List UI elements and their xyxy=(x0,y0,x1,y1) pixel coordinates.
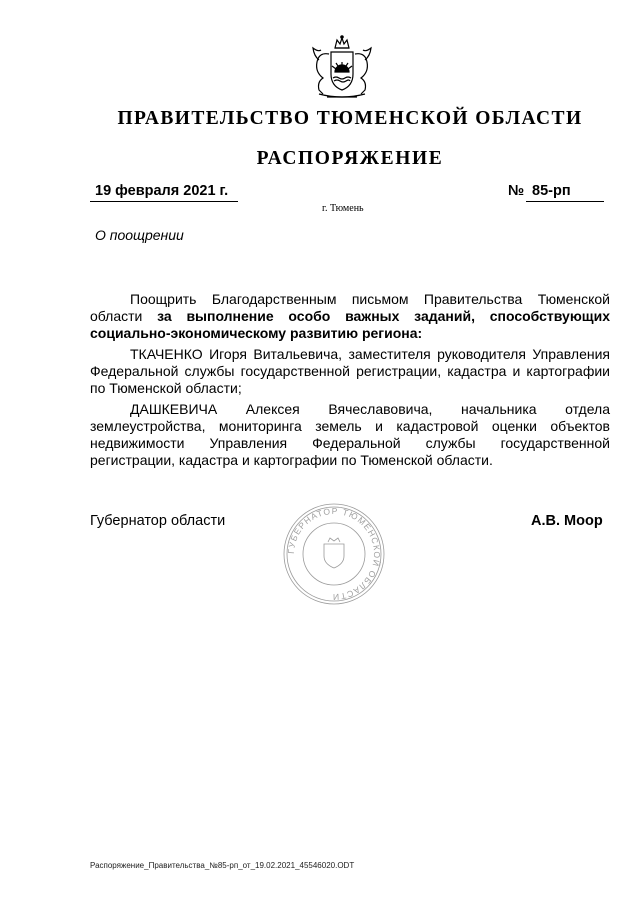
document-body xyxy=(90,291,610,473)
document-city: г. Тюмень xyxy=(322,203,364,214)
coat-of-arms-emblem xyxy=(305,34,379,104)
number-sign: № xyxy=(508,183,525,199)
document-number: 85-рп xyxy=(532,183,571,199)
document-type: РАСПОРЯЖЕНИЕ xyxy=(256,148,444,169)
stamp-text: ГУБЕРНАТОР ТЮМЕНСКОЙ ОБЛАСТИ xyxy=(285,505,383,603)
body-paragraph-3: ДАШКЕВИЧА Алексея Вячеславовича, начальника отдела землеустройства, мониторинга земель и кадастровой оценки объектов недвижимости Управления Федеральной службы государственной регистрации, кадастра и картографии по Тюменской области. xyxy=(90,401,610,468)
document-date: 19 февраля 2021 г. xyxy=(95,183,229,199)
number-underline xyxy=(526,201,604,202)
body-p1-text: Поощрить Благодарственным письмом Правительства Тюменской области xyxy=(90,291,610,324)
footer-filename: Распоряжение_Правительства_№85-рп_от_19.02.2021_45546020.ODT xyxy=(90,861,355,870)
document-subject: О поощрении xyxy=(95,227,184,243)
signatory-title: Губернатор области xyxy=(90,513,226,529)
date-underline xyxy=(90,201,238,202)
body-p1-bold: за выполнение особо важных заданий, способствующих социально-экономическому развитию региона: xyxy=(90,308,610,341)
body-paragraph-1 xyxy=(90,291,610,342)
body-paragraph-2: ТКАЧЕНКО Игоря Витальевича, заместителя руководителя Управления Федеральной службы государственной регистрации, кадастра и картографии по Тюменской области; xyxy=(90,346,610,396)
official-stamp xyxy=(282,502,386,606)
signatory-name: А.В. Моор xyxy=(531,513,603,529)
organization-title: ПРАВИТЕЛЬСТВО ТЮМЕНСКОЙ ОБЛАСТИ xyxy=(117,108,583,129)
